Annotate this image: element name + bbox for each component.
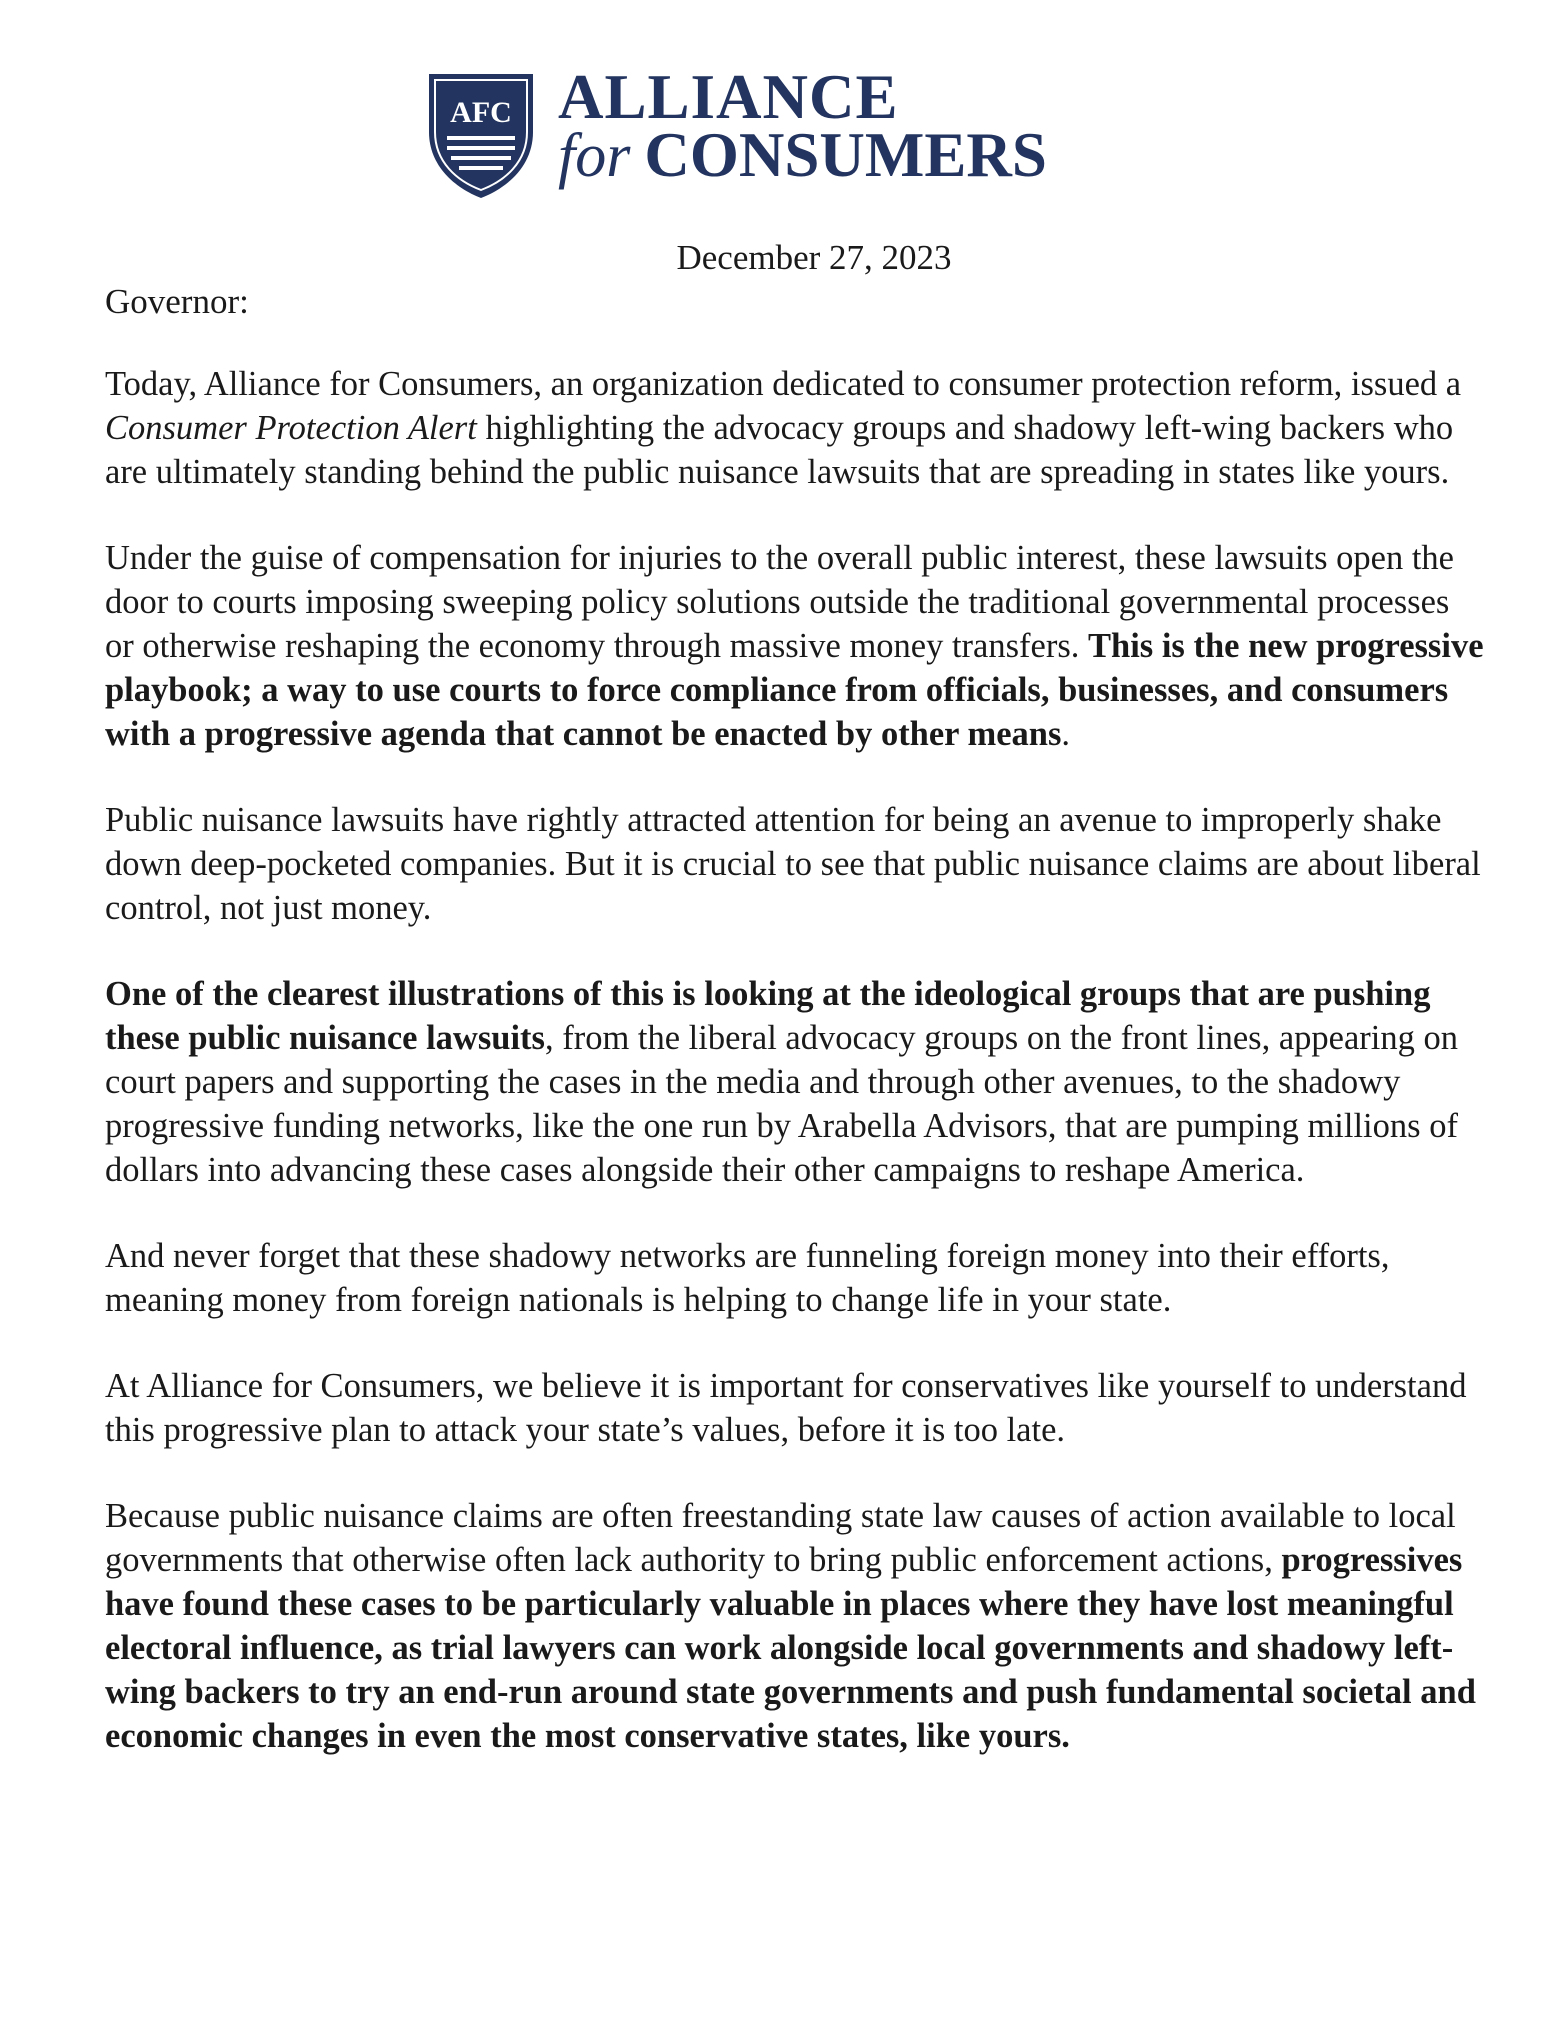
p4-text-b: , from the liberal advocacy groups on the front lines, appearing on court papers and supporting the cases in the media and through other avenues, to the shadowy progressive funding networks, like the one run by Arabella Advisors, that are pumping millions of dollars into advancing these cases alongside their other campaigns to reshape America. [105,1019,1458,1189]
afc-shield-logo [425,70,537,200]
p5-text: And never forget that these shadowy networks are funneling foreign money into their efforts, meaning money from foreign nationals is helping to change life in your state. [105,1237,1390,1319]
letter-date: December 27, 2023 [676,238,952,277]
p1-text-c: highlighting the advocacy groups and shadowy left-wing backers who are ultimately standing behind the public nuisance lawsuits that are spreading in states like yours. [105,409,1454,491]
p2-bold-text: This is the new progressive playbook; a way to use courts to force compliance from officials, businesses, and consumers with a progressive agenda that cannot be enacted by other means [105,627,1484,753]
salutation: Governor: [105,282,249,321]
paragraph-3 [105,798,1485,930]
org-name-line1: ALLIANCE [558,62,899,132]
p6-text: At Alliance for Consumers, we believe it is important for conservatives like yourself to understand this progressive plan to attack your state’s values, before it is too late. [105,1367,1467,1449]
org-name-for: for [558,122,631,190]
paragraph-2 [105,536,1485,756]
letterhead [425,62,1125,212]
p1-text-a: Today, Alliance for Consumers, an organization dedicated to consumer protection reform, issued a [105,365,1462,403]
shield-text: AFC [450,96,512,129]
p7-text-a: Because public nuisance claims are often freestanding state law causes of action available to local governments that otherwise often lack authority to bring public enforcement actions, [105,1497,1456,1579]
org-name-line2 [558,120,1047,190]
letter-body [105,362,1485,1800]
p4-bold-text: One of the clearest illustrations of this is looking at the ideological groups that are pushing these public nuisance lawsuits [105,975,1431,1057]
paragraph-1 [105,362,1485,494]
paragraph-6 [105,1364,1485,1452]
paragraph-5 [105,1234,1485,1322]
paragraph-7 [105,1494,1485,1758]
org-name-consumers: CONSUMERS [644,120,1047,190]
p3-text: Public nuisance lawsuits have rightly attracted attention for being an avenue to improperly shake down deep-pocketed companies. But it is crucial to see that public nuisance claims are about liberal control, not just money. [105,801,1481,927]
paragraph-4 [105,972,1485,1192]
p7-bold-text: progressives have found these cases to be particularly valuable in places where they have lost meaningful electoral influence, as trial lawyers can work alongside local governments and shadowy left-wing backers to try an end-run around state governments and push fundamental societal and economic changes in even the most conservative states, like yours. [105,1541,1476,1755]
consumer-protection-alert-title: Consumer Protection Alert [105,409,477,447]
p2-text-c: . [1061,715,1071,753]
p2-text-a: Under the guise of compensation for injuries to the overall public interest, these lawsuits open the door to courts imposing sweeping policy solutions outside the traditional governmental processes or otherwise reshaping the economy through massive money transfers. [105,539,1454,665]
